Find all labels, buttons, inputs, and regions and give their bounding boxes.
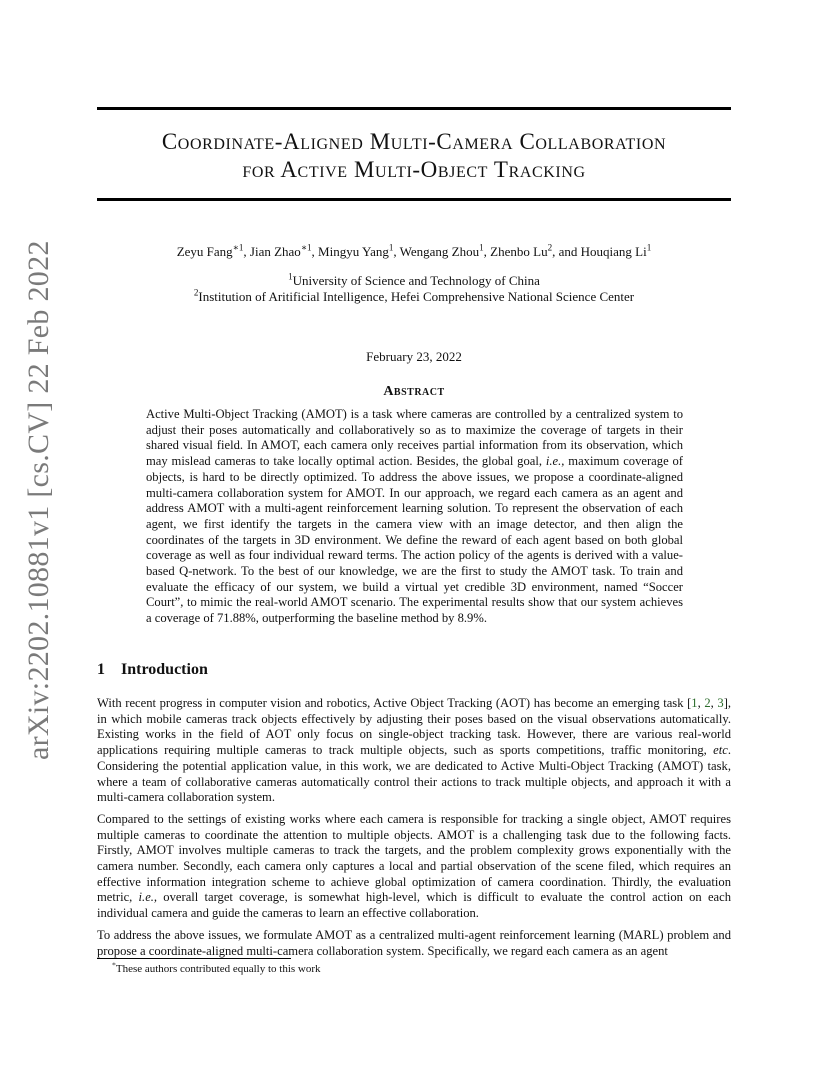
paragraph: Compared to the settings of existing works where each camera is responsible for tracking a single object, AMOT requires multiple cameras to coordinate the attention to multiple objects. AMOT is a challenging task due to the following facts. Firstly, AMOT involves multiple cameras to track the targets, and the problem complexity grows exponentially with the camera number. Secondly, each camera only captures a local and partial observation of the scene filed, which requires an effective information integration scheme to achieve global optimization of camera coordination. Thirdly, the evaluation metric, i.e., overall target coverage, is somewhat high-level, which is difficult to evaluate the control action on each individual camera and guide the cameras to learn an effective collaboration. <box>97 811 732 921</box>
title-rule-bottom <box>97 198 731 201</box>
citation-link[interactable]: 3 <box>717 696 724 710</box>
affiliation: $^2$Institution of Aritificial Intelligence, Hefei Comprehensive National Science Center <box>193 287 635 304</box>
introduction-body <box>97 696 731 965</box>
author: Mingyu Yang$^1$ <box>318 242 394 259</box>
author-list: Zeyu Fang$^{∗1}$, Jian Zhao$^{∗1}$, Mingyu Yang$^1$, Wengang Zhou$^1$, Zhenbo Lu$^2$, and Houqiang Li$^1$ <box>176 242 652 259</box>
author: Jian Zhao$^{∗1}$ <box>249 242 312 259</box>
author: Wengang Zhou$^1$ <box>399 242 484 259</box>
citation-link[interactable]: 2 <box>704 696 711 710</box>
footnote: *These authors contributed equally to this work <box>112 960 321 975</box>
affiliation-list <box>97 273 731 305</box>
paper-title <box>97 128 731 184</box>
publication-date: February 23, 2022 <box>366 349 462 364</box>
author: Zeyu Fang$^{∗1}$ <box>176 242 244 259</box>
footnote-divider <box>97 958 291 959</box>
affiliation: $^1$University of Science and Technology of China <box>288 271 540 288</box>
arxiv-identifier-stamp: arXiv:2202.10881v1 [cs.CV] 22 Feb 2022 <box>22 240 55 760</box>
abstract-heading: Abstract <box>383 384 445 399</box>
section-heading-introduction: 1 Introduction <box>97 661 208 678</box>
paragraph: With recent progress in computer vision and robotics, Active Object Tracking (AOT) has become an emerging task [1, 2, 3], in which mobile cameras track objects effectively by adjusting their poses based on the visual observations automatically. Existing works in the field of AOT only focus on single-object tracking task. However, there are various real-world applications requiring multiple cameras to track multiple objects, such as sports competitions, traffic monitoring, etc. Considering the potential application value, in this work, we are dedicated to Active Multi-Object Tracking (AMOT) task, where a team of collaborative cameras automatically control their actions to track multiple objects, and approach it with a multi-camera collaboration system. <box>97 696 732 805</box>
citation-link[interactable]: 1 <box>691 696 698 710</box>
paragraph: To address the above issues, we formulate AMOT as a centralized multi-agent reinforcement learning (MARL) problem and propose a coordinate-aligned multi-camera collaboration system. Specifically, we regard each camera as an agent <box>97 927 731 958</box>
author: Houqiang Li$^1$ <box>580 242 652 259</box>
title-line-1: Coordinate-Aligned Multi-Camera Collaboration <box>161 129 667 154</box>
title-line-2: for Active Multi-Object Tracking <box>242 157 586 182</box>
title-rule-top <box>97 107 731 110</box>
author: Zhenbo Lu$^2$ <box>490 242 553 259</box>
abstract-text: Active Multi-Object Tracking (AMOT) is a task where cameras are controlled by a centralized system to adjust their poses automatically and collaboratively so as to maximize the coverage of targets in their shared visual field. In AMOT, each camera only receives partial information from its observation, which may mislead cameras to take locally optimal action. Besides, the global goal, i.e., maximum coverage of objects, is hard to be directly optimized. To address the above issues, we propose a coordinate-aligned multi-camera collaboration system for AMOT. In our approach, we regard each camera as an agent and address AMOT with a multi-agent reinforcement learning solution. To represent the observation of each agent, we first identify the targets in the camera view with an image detector, and then align the coordinates of the targets in 3D environment. We define the reward of each agent based on both global coverage as well as four individual reward terms. The action policy of the agents is derived with a value-based Q-network. To the best of our knowledge, we are the first to study the AMOT task. To train and evaluate the efficacy of our system, we build a virtual yet credible 3D environment, named “Soccer Court”, to mimic the real-world AMOT scenario. The experimental results show that our system achieves a coverage of 71.88%, outperforming the baseline method by 8.9%. <box>146 407 684 626</box>
